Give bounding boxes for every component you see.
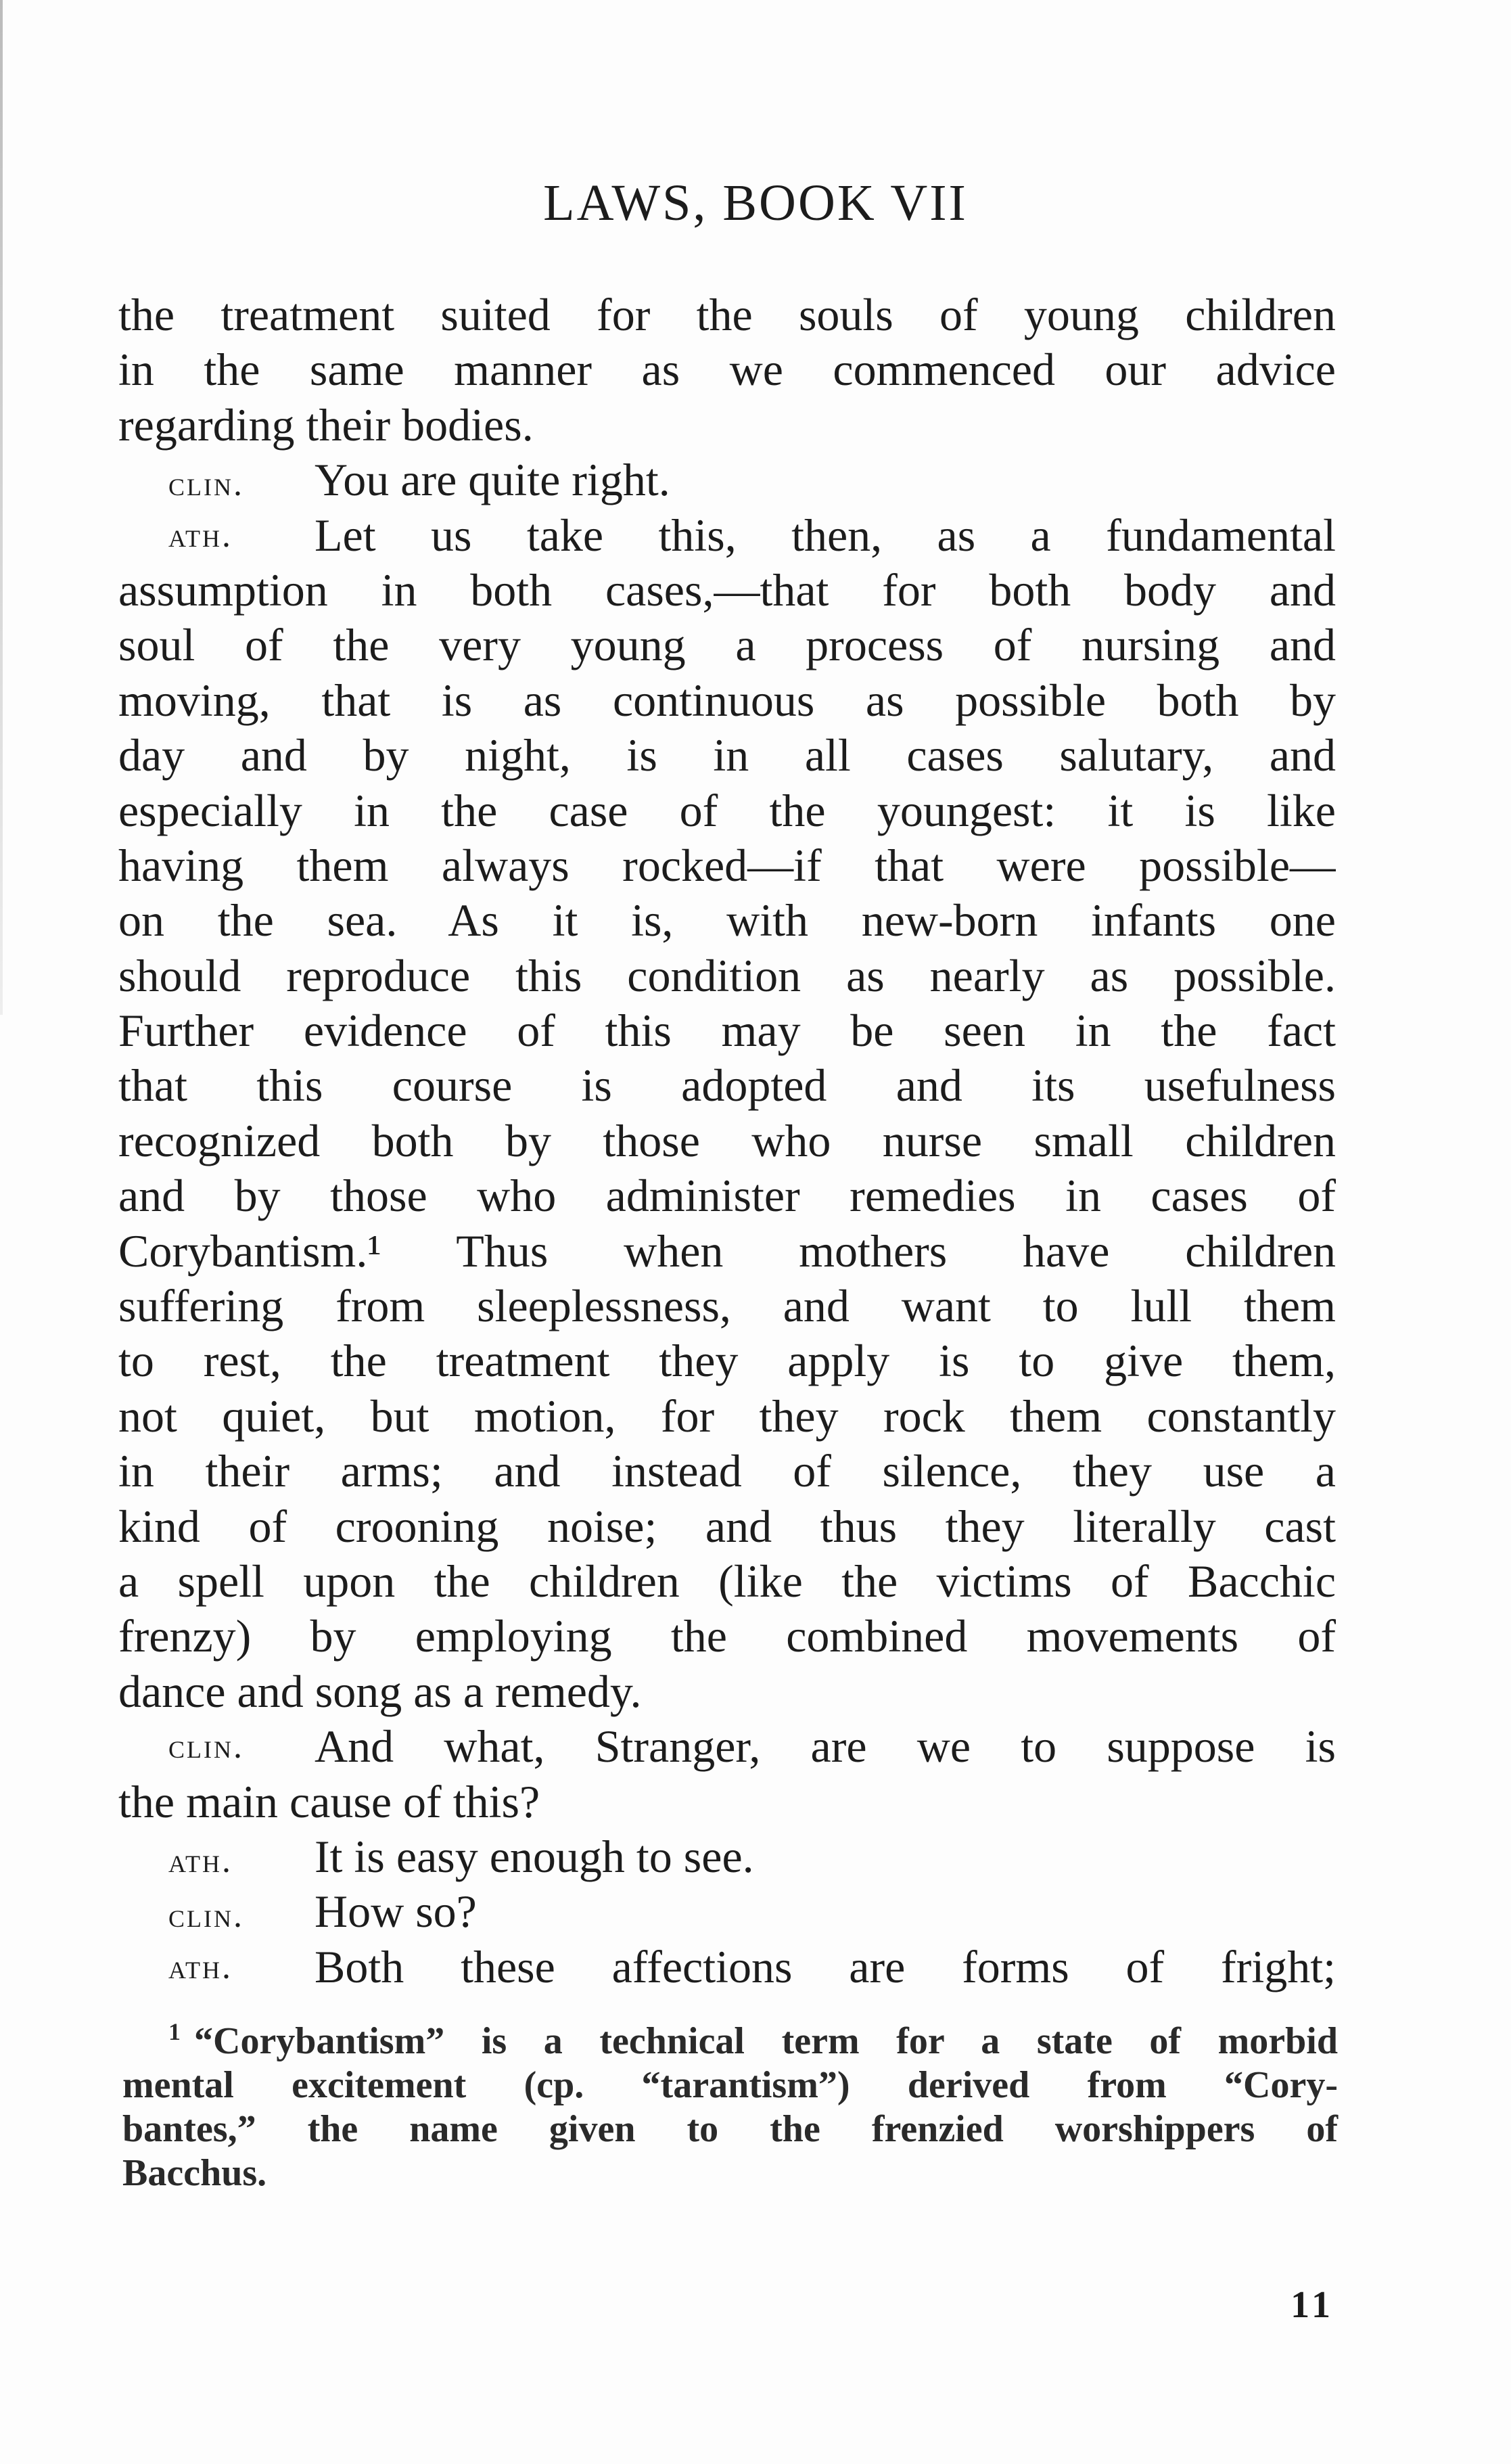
line-text: Both these affections are forms of fright;	[315, 1940, 1336, 1992]
footnote-text: mental excitement (cp. “tarantism”) derived from “Cory-	[122, 2064, 1338, 2106]
text-line	[118, 1940, 1336, 1994]
speaker-label: clin.	[168, 465, 244, 504]
page-number: 11	[1291, 2284, 1334, 2326]
line-text: recognized both by those who nurse small children	[118, 1114, 1336, 1166]
text-line	[118, 673, 1336, 728]
line-text: the treatment suited for the souls of young children	[118, 289, 1336, 340]
text-line	[118, 563, 1336, 618]
text-line	[118, 1168, 1336, 1223]
line-text: a spell upon the children (like the victims of Bacchic	[118, 1555, 1336, 1607]
footnote-line	[122, 2020, 1338, 2063]
line-text: You are quite right.	[315, 454, 670, 506]
footnote-line	[122, 2151, 1338, 2195]
page-edge-shadow	[0, 0, 3, 1015]
line-text: day and by night, is in all cases salutary, and	[118, 729, 1336, 781]
speaker-label: clin.	[168, 1727, 244, 1766]
footnote-text: “Corybantism” is a technical term for a state of morbid	[194, 2020, 1338, 2062]
line-text: not quiet, but motion, for they rock them constantly	[118, 1390, 1336, 1442]
speaker-label: ath.	[168, 1947, 233, 1986]
text-line	[118, 1444, 1336, 1499]
footnote	[122, 2020, 1338, 2195]
text-line	[118, 949, 1336, 1003]
text-line	[118, 618, 1336, 672]
line-text: on the sea. As it is, with new-born infants one	[118, 894, 1336, 946]
text-line	[118, 1609, 1336, 1664]
body-text	[118, 288, 1336, 1994]
line-text: dance and song as a remedy.	[118, 1665, 642, 1717]
line-text: the main cause of this?	[118, 1775, 540, 1827]
line-text: soul of the very young a process of nursing and	[118, 619, 1336, 671]
text-line	[118, 783, 1336, 838]
text-line	[118, 1829, 1336, 1884]
footnote-text: Bacchus.	[122, 2152, 267, 2194]
text-line	[118, 728, 1336, 783]
text-line	[118, 1224, 1336, 1279]
line-text: Let us take this, then, as a fundamental	[315, 509, 1336, 561]
text-line	[118, 1279, 1336, 1333]
text-line	[118, 398, 1336, 453]
line-text: How so?	[315, 1886, 477, 1938]
line-text: and by those who administer remedies in cases of	[118, 1170, 1336, 1222]
line-text: that this course is adopted and its usefulness	[118, 1059, 1336, 1112]
line-text: in the same manner as we commenced our advice	[118, 344, 1336, 396]
speaker-label: ath.	[168, 1841, 233, 1880]
speaker-label: clin.	[168, 1896, 244, 1936]
text-line	[118, 1719, 1336, 1774]
text-line	[118, 1499, 1336, 1554]
text-line	[118, 893, 1336, 948]
line-text: frenzy) by employing the combined movements of	[118, 1610, 1336, 1662]
speaker-label: ath.	[168, 516, 233, 555]
text-line	[118, 838, 1336, 893]
line-text: kind of crooning noise; and thus they literally cast	[118, 1500, 1336, 1552]
text-line	[118, 1114, 1336, 1168]
line-text: Corybantism.¹ Thus when mothers have children	[118, 1225, 1336, 1277]
text-line	[118, 508, 1336, 563]
text-line	[118, 288, 1336, 342]
line-text: regarding their bodies.	[118, 398, 534, 451]
line-text: should reproduce this condition as nearly as possible.	[118, 949, 1336, 1001]
line-text: moving, that is as continuous as possible both by	[118, 674, 1336, 726]
line-text: Further evidence of this may be seen in the fact	[118, 1005, 1336, 1057]
text-line	[118, 1884, 1336, 1939]
text-line	[118, 342, 1336, 397]
line-text: It is easy enough to see.	[315, 1830, 754, 1882]
text-line	[118, 1554, 1336, 1609]
text-line	[118, 1389, 1336, 1444]
text-line	[118, 1775, 1336, 1829]
footnote-text: bantes,” the name given to the frenzied worshippers of	[122, 2108, 1338, 2150]
text-line	[118, 1003, 1336, 1058]
line-text: especially in the case of the youngest: it is like	[118, 784, 1336, 836]
text-line	[118, 1058, 1336, 1113]
text-line	[118, 1333, 1336, 1388]
footnote-line	[122, 2063, 1338, 2107]
running-header: LAWS, BOOK VII	[543, 175, 968, 231]
line-text: having them always rocked—if that were possible—	[118, 839, 1336, 891]
line-text: And what, Stranger, are we to suppose is	[315, 1720, 1336, 1773]
line-text: in their arms; and instead of silence, they use a	[118, 1445, 1336, 1497]
line-text: to rest, the treatment they apply is to give them,	[118, 1335, 1336, 1387]
line-text: assumption in both cases,—that for both body and	[118, 564, 1336, 616]
footnote-marker: 1	[168, 2018, 181, 2046]
line-text: suffering from sleeplessness, and want to lull them	[118, 1280, 1336, 1332]
footnote-line	[122, 2107, 1338, 2151]
text-line	[118, 453, 1336, 507]
text-line	[118, 1664, 1336, 1719]
